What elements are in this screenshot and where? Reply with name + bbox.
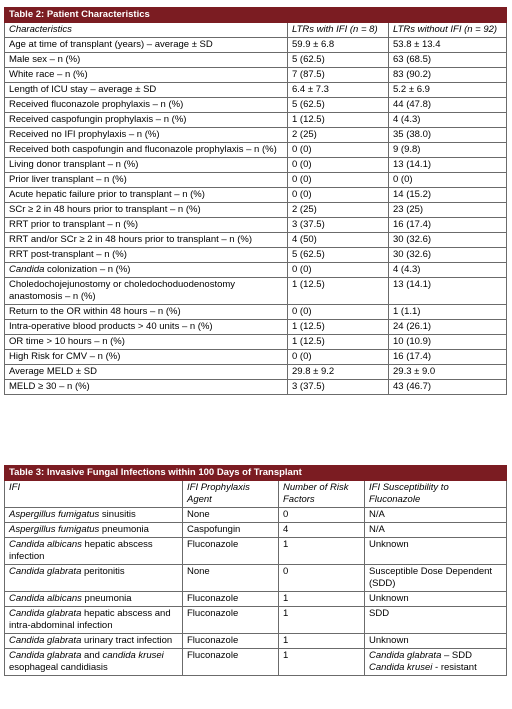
table-row: [5, 83, 507, 98]
table-cell: Intra-operative blood products > 40 units – n (%): [5, 320, 288, 335]
organism-name: Candida albicans: [9, 593, 82, 604]
column-header: IFI Susceptibility to Fluconazole: [365, 481, 507, 508]
table-cell: Fluconazole: [183, 538, 279, 565]
table-cell: RRT and/or SCr ≥ 2 in 48 hours prior to transplant – n (%): [5, 233, 288, 248]
table-cell: N/A: [365, 523, 507, 538]
table-row: [5, 203, 507, 218]
table-cell: 5.2 ± 6.9: [389, 83, 507, 98]
infection-cell: [5, 508, 183, 523]
table-cell: None: [183, 508, 279, 523]
table-row: [5, 158, 507, 173]
patient-characteristics-table: [4, 7, 507, 395]
column-header: LTRs with IFI (n = 8): [288, 23, 389, 38]
table-cell: 1: [279, 592, 365, 607]
table-row: [5, 649, 507, 676]
table-cell: Received both caspofungin and fluconazole prophylaxis – n (%): [5, 143, 288, 158]
table-cell: Received caspofungin prophylaxis – n (%): [5, 113, 288, 128]
table-cell: 83 (90.2): [389, 68, 507, 83]
table-row: [5, 380, 507, 395]
table-cell: 5 (62.5): [288, 248, 389, 263]
table-cell: 1: [279, 607, 365, 634]
organism-name: candida krusei: [102, 650, 164, 661]
infection-site: peritonitis: [81, 566, 125, 577]
table-row: [5, 113, 507, 128]
table-cell: 1 (12.5): [288, 320, 389, 335]
table-cell: Received fluconazole prophylaxis – n (%): [5, 98, 288, 113]
table-cell: SCr ≥ 2 in 48 hours prior to transplant – n (%): [5, 203, 288, 218]
table-cell: Unknown: [365, 592, 507, 607]
table-cell: 35 (38.0): [389, 128, 507, 143]
table-cell: Received no IFI prophylaxis – n (%): [5, 128, 288, 143]
infection-site: pneumonia: [99, 524, 149, 535]
infection-cell: [5, 538, 183, 565]
susceptibility-text: – SDD: [441, 650, 472, 661]
table-cell: Susceptible Dose Dependent (SDD): [365, 565, 507, 592]
table-row: [5, 188, 507, 203]
table-cell: Fluconazole: [183, 634, 279, 649]
organism-name: Candida glabrata: [9, 635, 82, 646]
table-cell: 30 (32.6): [389, 233, 507, 248]
table-cell: 1 (12.5): [288, 335, 389, 350]
table-cell: 14 (15.2): [389, 188, 507, 203]
table-cell: Acute hepatic failure prior to transplant – n (%): [5, 188, 288, 203]
table-cell: 9 (9.8): [389, 143, 507, 158]
table-cell: 1: [279, 649, 365, 676]
table-row: [5, 350, 507, 365]
organism-name: Aspergillus fumigatus: [9, 524, 100, 535]
table-cell: 0 (0): [288, 158, 389, 173]
table-row: [5, 565, 507, 592]
table-cell: 4 (4.3): [389, 113, 507, 128]
table-cell: 29.8 ± 9.2: [288, 365, 389, 380]
table-cell: 6.4 ± 7.3: [288, 83, 389, 98]
infection-cell: [5, 523, 183, 538]
table-row: [5, 607, 507, 634]
table-cell: RRT post-transplant – n (%): [5, 248, 288, 263]
organism-name: Aspergillus fumigatus: [9, 509, 100, 520]
table-cell: Choledochojejunostomy or choledochoduodenostomy anastomosis – n (%): [5, 278, 288, 305]
table-cell: 0 (0): [288, 263, 389, 278]
table-row: [5, 320, 507, 335]
table-cell: Average MELD ± SD: [5, 365, 288, 380]
table-row: [5, 98, 507, 113]
table-cell: 63 (68.5): [389, 53, 507, 68]
table-row: [5, 305, 507, 320]
table-cell: 0 (0): [288, 173, 389, 188]
table-cell: 2 (25): [288, 128, 389, 143]
table-cell: 5 (62.5): [288, 53, 389, 68]
table-cell: 0 (0): [288, 305, 389, 320]
table-cell: Age at time of transplant (years) – average ± SD: [5, 38, 288, 53]
infection-site: hepatic abscess and intra-abdominal infection: [9, 608, 171, 631]
table-cell: Fluconazole: [183, 592, 279, 607]
column-header: LTRs without IFI (n = 92): [389, 23, 507, 38]
table-cell: 13 (14.1): [389, 278, 507, 305]
table-cell: None: [183, 565, 279, 592]
table-caption-row: [5, 8, 507, 23]
table-row: [5, 218, 507, 233]
table-cell: 2 (25): [288, 203, 389, 218]
table-cell: 5 (62.5): [288, 98, 389, 113]
table-cell: 43 (46.7): [389, 380, 507, 395]
table-cell: 1 (12.5): [288, 113, 389, 128]
table-cell: White race – n (%): [5, 68, 288, 83]
table-cell: 3 (37.5): [288, 380, 389, 395]
organism-name: Candida glabrata: [369, 650, 442, 661]
infection-site: hepatic abscess infection: [9, 539, 153, 562]
table-row: [5, 335, 507, 350]
table-row: [5, 365, 507, 380]
table-cell: MELD ≥ 30 – n (%): [5, 380, 288, 395]
table-cell: Prior liver transplant – n (%): [5, 173, 288, 188]
table-row: [5, 233, 507, 248]
table-cell: 1 (1.1): [389, 305, 507, 320]
table-row: [5, 263, 507, 278]
infection-cell: [5, 565, 183, 592]
table-cell: 4 (50): [288, 233, 389, 248]
infection-site: urinary tract infection: [81, 635, 173, 646]
table-cell: Male sex – n (%): [5, 53, 288, 68]
table-cell: Unknown: [365, 634, 507, 649]
table-cell: 23 (25): [389, 203, 507, 218]
table-cell: 1 (12.5): [288, 278, 389, 305]
susceptibility-text: - resistant: [432, 662, 477, 673]
organism-name: Candida glabrata: [9, 566, 82, 577]
table-cell: 0 (0): [288, 350, 389, 365]
infection-cell: [5, 634, 183, 649]
table-row: [5, 592, 507, 607]
table-cell: 44 (47.8): [389, 98, 507, 113]
table-cell: 29.3 ± 9.0: [389, 365, 507, 380]
table-row: [5, 248, 507, 263]
table-cell: 7 (87.5): [288, 68, 389, 83]
organism-name: Candida glabrata: [9, 650, 82, 661]
column-header: Number of Risk Factors: [279, 481, 365, 508]
table-cell: 10 (10.9): [389, 335, 507, 350]
organism-name: Candida: [9, 264, 45, 275]
table-caption-row: [5, 466, 507, 481]
organism-name: Candida glabrata: [9, 608, 82, 619]
table-cell: 0 (0): [389, 173, 507, 188]
table-cell: Length of ICU stay – average ± SD: [5, 83, 288, 98]
table-row: [5, 634, 507, 649]
table-cell: High Risk for CMV – n (%): [5, 350, 288, 365]
table-cell: 1: [279, 538, 365, 565]
column-header: IFI Prophylaxis Agent: [183, 481, 279, 508]
infection-cell: [5, 607, 183, 634]
table-cell: OR time > 10 hours – n (%): [5, 335, 288, 350]
table-row: [5, 523, 507, 538]
header-row: [5, 481, 507, 508]
table-cell: Fluconazole: [183, 607, 279, 634]
table-cell: 16 (17.4): [389, 350, 507, 365]
infection-site: esophageal candidiasis: [9, 662, 108, 673]
table-row: [5, 38, 507, 53]
table-cell: 13 (14.1): [389, 158, 507, 173]
infection-site: pneumonia: [81, 593, 132, 604]
table-cell: 4: [279, 523, 365, 538]
table-caption: Table 3: Invasive Fungal Infections within 100 Days of Transplant: [5, 466, 507, 481]
invasive-fungal-infections-table: [4, 465, 507, 676]
table-cell: 0: [279, 508, 365, 523]
table-row: [5, 173, 507, 188]
table-cell: 4 (4.3): [389, 263, 507, 278]
table-cell: 0 (0): [288, 188, 389, 203]
table-row: [5, 53, 507, 68]
table-cell: 24 (26.1): [389, 320, 507, 335]
table-cell: 0: [279, 565, 365, 592]
table-row: [5, 128, 507, 143]
table-cell: RRT prior to transplant – n (%): [5, 218, 288, 233]
table-cell: Caspofungin: [183, 523, 279, 538]
table-cell: 16 (17.4): [389, 218, 507, 233]
table-cell: 3 (37.5): [288, 218, 389, 233]
table-cell: Candida colonization – n (%): [5, 263, 288, 278]
header-row: [5, 23, 507, 38]
table-cell: Living donor transplant – n (%): [5, 158, 288, 173]
table-cell: Return to the OR within 48 hours – n (%): [5, 305, 288, 320]
table-cell: Fluconazole: [183, 649, 279, 676]
table-row: [5, 278, 507, 305]
table-caption: Table 2: Patient Characteristics: [5, 8, 507, 23]
organism-name: Candida krusei: [369, 662, 433, 673]
organism-name: Candida albicans: [9, 539, 82, 550]
susceptibility-cell: [365, 649, 507, 676]
table-cell: 1: [279, 634, 365, 649]
table-cell: 0 (0): [288, 143, 389, 158]
table-row: [5, 508, 507, 523]
table-cell: 30 (32.6): [389, 248, 507, 263]
table-row: [5, 538, 507, 565]
table-cell: 53.8 ± 13.4: [389, 38, 507, 53]
table-cell: 59.9 ± 6.8: [288, 38, 389, 53]
table-cell: SDD: [365, 607, 507, 634]
conjunction-text: and: [81, 650, 103, 661]
table-row: [5, 143, 507, 158]
infection-site: sinusitis: [99, 509, 136, 520]
column-header: Characteristics: [5, 23, 288, 38]
table-row: [5, 68, 507, 83]
infection-cell: [5, 592, 183, 607]
table-cell: Unknown: [365, 538, 507, 565]
table-cell: N/A: [365, 508, 507, 523]
column-header: IFI: [5, 481, 183, 508]
infection-cell: [5, 649, 183, 676]
